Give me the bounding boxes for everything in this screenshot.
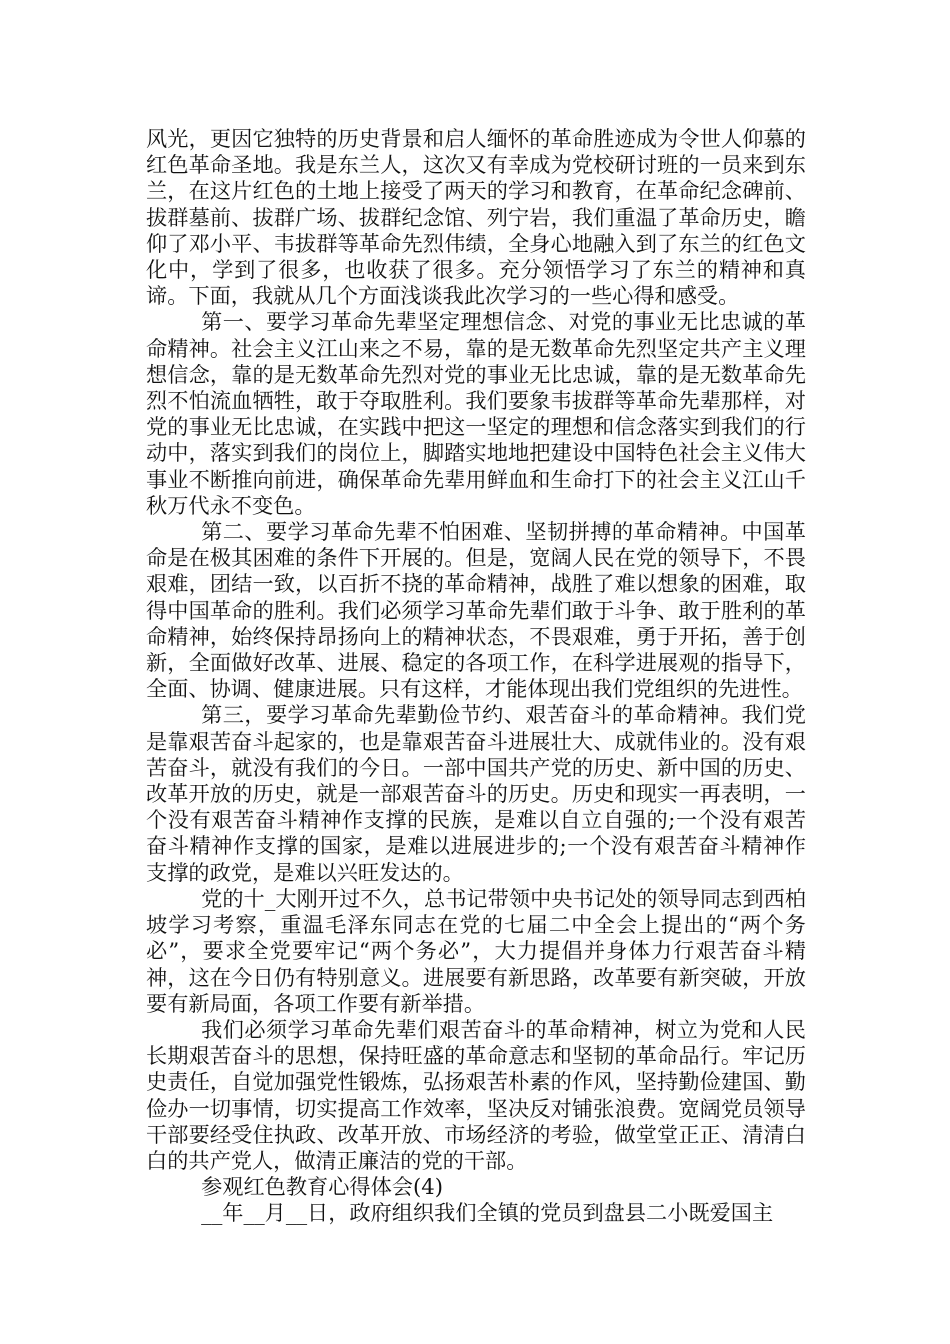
section-title: 参观红色教育心得体会(4)	[201, 1174, 443, 1200]
paragraph-first-point: 第一、要学习革命先辈坚定理想信念、对党的事业无比忠诚的革命精神。社会主义江山来之不易，靠的是无数革命先烈坚定共产主义理想信念，靠的是无数革命先烈对党的事业无比忠诚，靠的是无数革命先烈不怕流血牺牲，敢于夺取胜利。我们要象韦拔群等革命先辈那样，对党的事业无比忠诚，在实践中把这一坚定的理想和信念落实到我们的行动中，落实到我们的岗位上，脚踏实地地把建设中国特色社会主义伟大事业不断推向前进，确保革命先辈用鲜血和生命打下的社会主义江山千秋万代永不变色。	[146, 309, 806, 518]
paragraph-continuation: 风光，更因它独特的历史背景和启人缅怀的革命胜迹成为令世人仰慕的红色革命圣地。我是东兰人，这次又有幸成为党校研讨班的一员来到东兰，在这片红色的土地上接受了两天的学习和教育，在革命纪念碑前、拔群墓前、拔群广场、拔群纪念馆、列宁岩，我们重温了革命历史，瞻仰了邓小平、韦拔群等革命先烈伟绩，全身心地融入到了东兰的红色文化中，学到了很多，也收获了很多。充分领悟学习了东兰的精神和真谛。下面，我就从几个方面浅谈我此次学习的一些心得和感受。	[146, 126, 806, 309]
paragraph-third-point: 第三，要学习革命先辈勤俭节约、艰苦奋斗的革命精神。我们党是靠艰苦奋斗起家的，也是靠艰苦奋斗进展壮大、成就伟业的。没有艰苦奋斗，就没有我们的今日。一部中国共产党的历史、新中国的历史、改革开放的历史，就是一部艰苦奋斗的历史。历史和现实一再表明，一个没有艰苦奋斗精神作支撑的民族，是难以自立自强的;一个没有艰苦奋斗精神作支撑的国家，是难以进展进步的;一个没有艰苦奋斗精神作支撑的政党，是难以兴旺发达的。	[146, 702, 806, 885]
paragraph-party-congress: 党的十_大刚开过不久，总书记带领中央书记处的领导同志到西柏坡学习考察，重温毛泽东同志在党的七届二中全会上提出的“两个务必”，要求全党要牢记“两个务必”，大力提倡并身体力行艰苦奋斗精神，这在今日仍有特别意义。进展要有新思路，改革要有新突破，开放要有新局面，各项工作要有新举措。	[146, 885, 806, 1016]
paragraph-second-point: 第二、要学习革命先辈不怕困难、坚韧拼搏的革命精神。中国革命是在极其困难的条件下开展的。但是，宽阔人民在党的领导下，不畏艰难，团结一致，以百折不挠的革命精神，战胜了难以想象的困难，取得中国革命的胜利。我们必须学习革命先辈们敢于斗争、敢于胜利的革命精神，始终保持昂扬向上的精神状态，不畏艰难，勇于开拓，善于创新，全面做好改革、进展、稳定的各项工作，在科学进展观的指导下，全面、协调、健康进展。只有这样，才能体现出我们党组织的先进性。	[146, 519, 806, 702]
paragraph-must-learn: 我们必须学习革命先辈们艰苦奋斗的革命精神，树立为党和人民长期艰苦奋斗的思想，保持旺盛的革命意志和坚韧的革命品行。牢记历史责任，自觉加强党性锻炼，弘扬艰苦朴素的作风，坚持勤俭建国、勤俭办一切事情，切实提高工作效率，坚决反对铺张浪费。宽阔党员领导干部要经受住执政、改革开放、市场经济的考验，做堂堂正正、清清白白的共产党人，做清正廉洁的党的干部。	[146, 1016, 806, 1173]
paragraph-date-intro: __年__月__日，政府组织我们全镇的党员到盘县二小既爱国主	[201, 1200, 774, 1226]
document-page	[146, 126, 806, 1227]
